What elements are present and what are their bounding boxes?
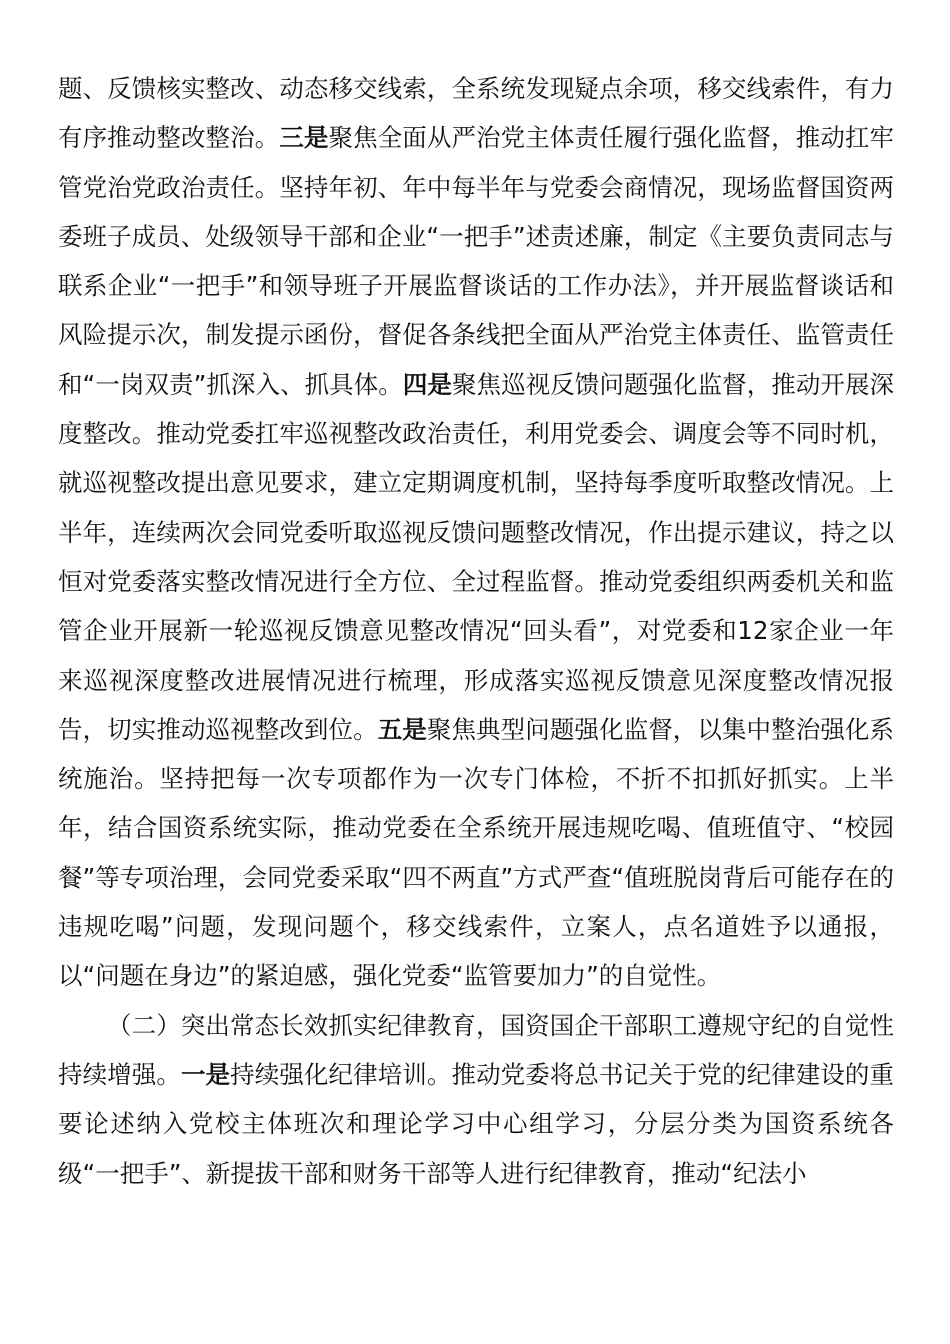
document-page xyxy=(58,64,894,1198)
bold-keyword-four: 四是 xyxy=(402,369,452,399)
bold-keyword-three: 三是 xyxy=(279,123,329,153)
section-heading-run: （二）突出常态长效抓实纪律教育，国资国企干部职工遵规守纪的自觉性持续增强。 xyxy=(58,1010,894,1089)
bold-keyword-five: 五是 xyxy=(377,714,427,744)
text-run: 聚焦典型问题强化监督，以集中整治强化系统施治。坚持把每一次专项都作为一次专门体检，不折不扣抓好抓实。上半年，结合国资系统实际，推动党委在全系统开展违规吃喝、值班值守、“校园餐”等专项治理，会同党委采取“四不两直”方式严查“值班脱岗背后可能存在的违规吃喝”问题，发现问题个，移交线索件，立案人，点名道姓予以通报，以“问题在身边”的紧迫感，强化党委“监管要加力”的自觉性。 xyxy=(58,714,895,991)
bold-keyword-one: 一是 xyxy=(180,1059,231,1089)
text-run: 聚焦全面从严治党主体责任履行强化监督，推动扛牢管党治党政治责任。坚持年初、年中每半年与党委会商情况，现场监督国资两委班子成员、处级领导干部和企业“一把手”述责述廉，制定《主要负责同志与联系企业“一把手”和领导班子开展监督谈话的工作办法》，并开展监督谈话和风险提示次，制发提示函份，督促各条线把全面从严治党主体责任、监管责任和“一岗双责”抓深入、抓具体。 xyxy=(58,123,895,399)
text-run: 聚焦巡视反馈问题强化监督，推动开展深度整改。推动党委扛牢巡视整改政治责任，利用党委会、调度会等不同时机，就巡视整改提出意见要求，建立定期调度机制，坚持每季度听取整改情况。上半年，连续两次会同党委听取巡视反馈问题整改情况，作出提示建议，持之以恒对党委落实整改情况进行全方位、全过程监督。推动党委组织两委机关和监管企业开展新一轮巡视反馈意见整改情况“回头看”，对党委和12家企业一年来巡视深度整改进展情况进行梳理，形成落实巡视反馈意见深度整改情况报告，切实推动巡视整改到位。 xyxy=(58,369,895,744)
text-run: 题、反馈核实整改、动态移交线索，全系统发现疑点余项，移交线索件，有力有序推动整改整治。 xyxy=(58,74,894,153)
text-run: 持续强化纪律培训。推动党委将总书记关于党的纪律建设的重要论述纳入党校主体班次和理论学习中心组学习，分层分类为国资系统各级“一把手”、新提拔干部和财务干部等人进行纪律教育，推动“纪法小 xyxy=(58,1059,895,1188)
paragraph-supervision-continued xyxy=(58,64,894,1001)
paragraph-discipline-education xyxy=(58,1001,894,1198)
